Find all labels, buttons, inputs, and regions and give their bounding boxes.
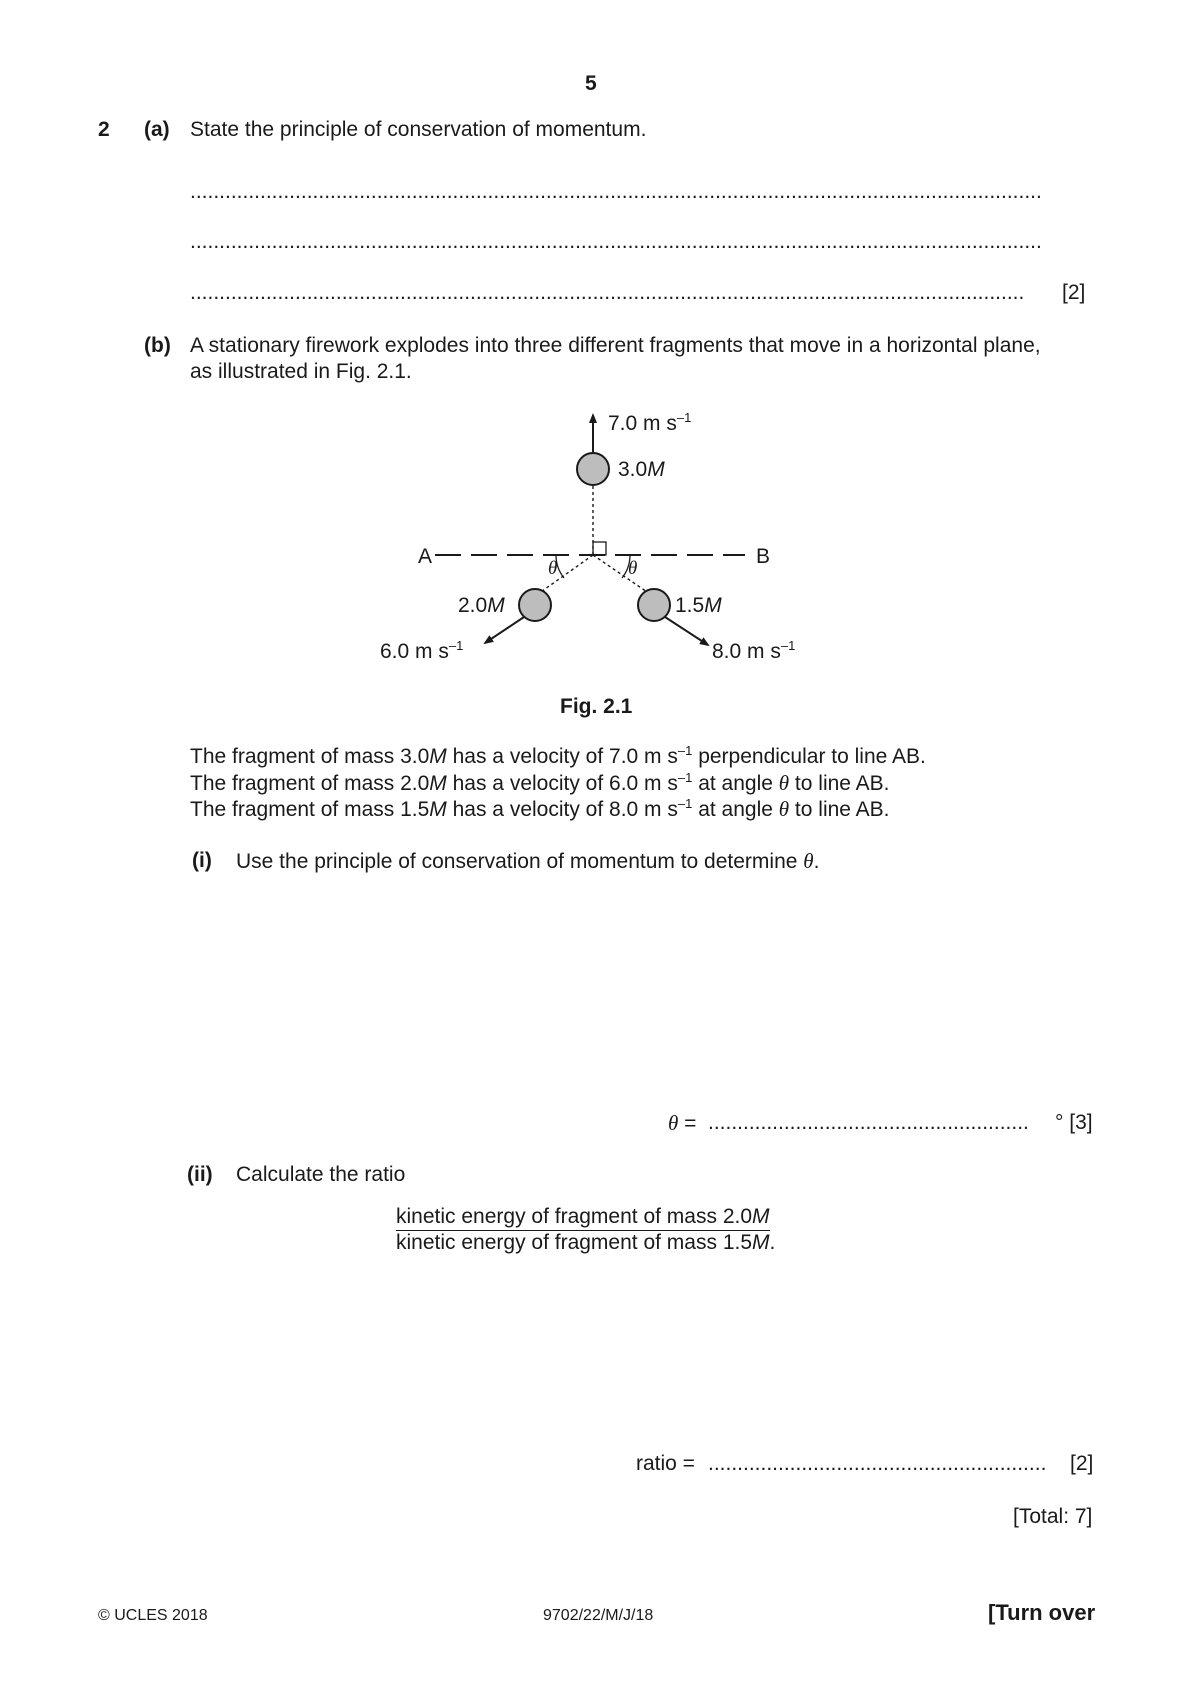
theta-left: θ	[548, 558, 558, 579]
firework-diagram	[360, 405, 830, 665]
left-velocity-arrow	[485, 617, 524, 643]
left-path	[538, 555, 593, 594]
statement-3: The fragment of mass 1.5M has a velocity of 8.0 m $s^{-1}$ at angle θ to line AB.	[190, 796, 890, 821]
statement-1: The fragment of mass 3.0M has a velocity of 7.0 m $s^{-1}$ perpendicular to line AB.	[190, 743, 926, 768]
part-i-text: Use the principle of conservation of momentum to determine θ.	[236, 849, 820, 873]
right-angle-mark	[593, 542, 606, 555]
theta-right: θ	[628, 558, 638, 579]
ratio-answer-prefix: ratio =	[636, 1452, 695, 1475]
statement-2: The fragment of mass 2.0M has a velocity of 6.0 m $s^{-1}$ at angle θ to line AB.	[190, 770, 890, 795]
footer-code: 9702/22/M/J/18	[543, 1607, 654, 1624]
right-mass-label: 1.5M	[675, 594, 722, 617]
part-i-unit-marks: ° [3]	[1055, 1111, 1093, 1134]
fraction-denominator: kinetic energy of fragment of mass 1.5M.	[396, 1231, 776, 1254]
label-a: A	[418, 545, 433, 568]
top-speed-label: 7.0 m $s^{-1}$	[608, 410, 692, 435]
right-path	[593, 555, 650, 594]
total-marks: [Total: 7]	[1013, 1505, 1093, 1528]
top-mass-label: 3.0M	[618, 458, 665, 481]
right-velocity-arrow	[665, 617, 708, 645]
right-speed-label: 8.0 m $s^{-1}$	[712, 638, 796, 663]
left-mass-label: 2.0M	[458, 594, 505, 617]
part-ii-text: Calculate the ratio	[236, 1163, 406, 1186]
page-number: 5	[585, 72, 597, 95]
part-ii-marks: [2]	[1070, 1452, 1094, 1475]
part-ii-label: (ii)	[187, 1163, 213, 1186]
figure-caption: Fig. 2.1	[560, 695, 633, 718]
part-i-label: (i)	[192, 849, 212, 872]
fragment-right	[638, 589, 670, 621]
turn-over: [Turn over	[988, 1600, 1096, 1625]
ratio-fraction	[396, 1205, 775, 1255]
part-a-text: State the principle of conservation of momentum.	[190, 118, 647, 141]
question-number: 2	[98, 118, 110, 141]
fragment-top	[577, 453, 609, 485]
footer-copyright: © UCLES 2018	[98, 1607, 208, 1624]
ratio-answer-field[interactable]: ..........................................................	[708, 1452, 1047, 1475]
fragment-left	[519, 589, 551, 621]
left-speed-label: 6.0 m $s^{-1}$	[380, 638, 464, 663]
part-b-label: (b)	[144, 334, 171, 357]
part-b-line-2: as illustrated in Fig. 2.1.	[190, 360, 412, 383]
answer-line-1[interactable]: ..................................................................................................................................................	[190, 180, 1042, 203]
theta-answer-field[interactable]: .......................................................	[708, 1111, 1029, 1134]
answer-line-2[interactable]: ..................................................................................................................................................	[190, 230, 1042, 253]
part-a-marks: [2]	[1062, 281, 1086, 304]
fraction-numerator: kinetic energy of fragment of mass 2.0M	[396, 1205, 770, 1231]
label-b: B	[756, 545, 771, 568]
theta-answer-prefix: θ =	[668, 1111, 697, 1135]
part-b-line-1: A stationary firework explodes into three different fragments that move in a horizontal plane,	[190, 334, 1041, 357]
answer-line-3[interactable]: ...............................................................................................................................................	[190, 281, 1025, 304]
part-a-label: (a)	[144, 118, 170, 141]
